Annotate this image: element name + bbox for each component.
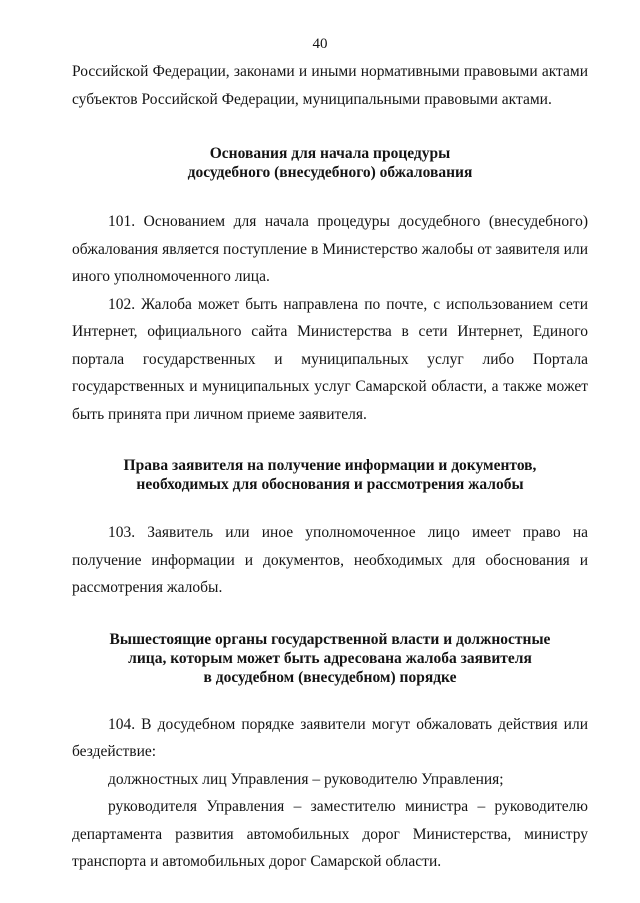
intro-paragraph: Российской Федерации, законами и иными нормативными правовыми актами субъектов Российской Федерации, муниципальными правовыми актами. bbox=[72, 63, 588, 108]
paragraph-102: 102. Жалоба может быть направлена по почте, с использованием сети Интернет, официального сайта Министерства в сети Интернет, Единого портала государственных и муниципальных услуг либо Портала государственных и муниципальных услуг Самарской области, а также может быть принята при личном приеме заявителя. bbox=[72, 295, 588, 423]
document-body bbox=[72, 58, 588, 876]
section-heading-applicant-rights: Права заявителя на получение информации и документов, необходимых для обоснования и рассмотрения жалобы bbox=[123, 457, 537, 493]
paragraph-104: 104. В досудебном порядке заявители могут обжаловать действия или бездействие: bbox=[72, 715, 588, 760]
paragraph-104-item-head: руководителя Управления – заместителю министра – руководителю департамента развития автомобильных дорог Министерства, министру транспорта и автомобильных дорог Самарской области. bbox=[72, 798, 588, 870]
paragraph-104-item-officials: должностных лиц Управления – руководителю Управления; bbox=[108, 770, 504, 788]
page-number: 40 bbox=[312, 36, 328, 52]
section-heading-complaint-grounds: Основания для начала процедуры досудебного (внесудебного) обжалования bbox=[187, 145, 473, 181]
section-heading-higher-authorities: Вышестоящие органы государственной власти и должностные лица, которым может быть адресована жалоба заявителя в досудебном (внесудебном) порядке bbox=[109, 630, 551, 686]
paragraph-103: 103. Заявитель или иное уполномоченное лицо имеет право на получение информации и документов, необходимых для обоснования и рассмотрения жалобы. bbox=[72, 524, 588, 596]
paragraph-101: 101. Основанием для начала процедуры досудебного (внесудебного) обжалования является поступление в Министерство жалобы от заявителя или иного уполномоченного лица. bbox=[72, 213, 588, 285]
